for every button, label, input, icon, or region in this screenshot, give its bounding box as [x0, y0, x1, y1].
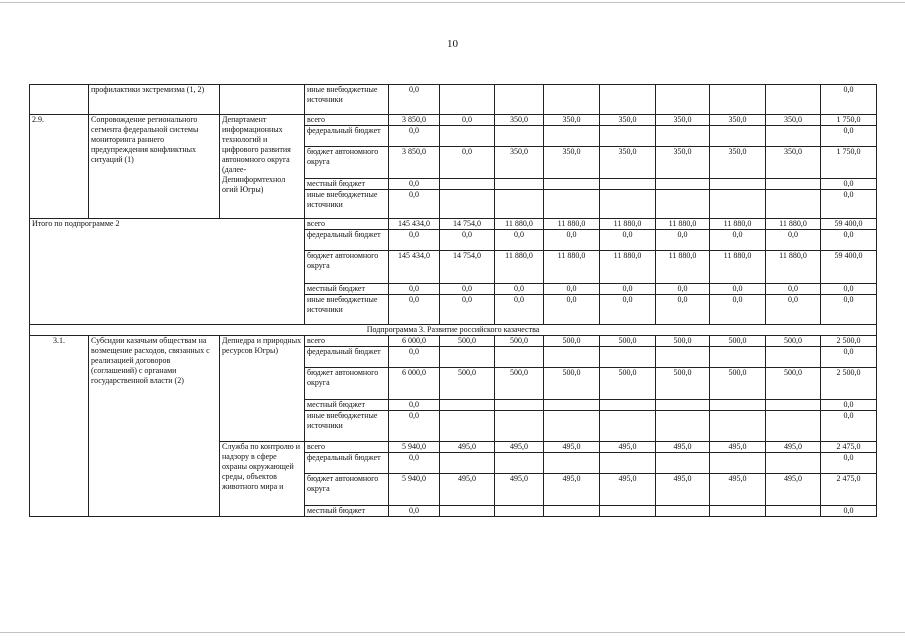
table-cell: федеральный бюджет: [305, 126, 389, 147]
table-cell: 495,0: [440, 442, 495, 453]
table-cell: 0,0: [389, 85, 440, 115]
table-cell: 0,0: [821, 453, 877, 474]
table-cell: 0,0: [766, 284, 821, 295]
table-cell: [766, 126, 821, 147]
table-cell: Департамент информационных технологий и цифрового развития автономного округа (далее-Депинформтехнол огий Югры): [220, 115, 305, 219]
table-cell: 11 880,0: [600, 251, 656, 284]
table-cell: [600, 190, 656, 219]
table-cell: 11 880,0: [656, 219, 710, 230]
table-cell: [495, 453, 544, 474]
table-cell: [766, 400, 821, 411]
table-cell: 495,0: [710, 474, 766, 506]
table-cell: 0,0: [440, 230, 495, 251]
table-cell: 500,0: [600, 336, 656, 347]
table-cell: 59 400,0: [821, 251, 877, 284]
table-cell: федеральный бюджет: [305, 230, 389, 251]
table-cell: 14 754,0: [440, 251, 495, 284]
table-cell: [710, 126, 766, 147]
table-cell: [766, 453, 821, 474]
table-cell: [544, 411, 600, 442]
table-cell: 0,0: [766, 295, 821, 325]
table-cell: Итого по подпрограмме 2: [30, 219, 305, 325]
table-cell: бюджет автономного округа: [305, 251, 389, 284]
table-cell: [440, 179, 495, 190]
table-cell: 0,0: [389, 400, 440, 411]
table-cell: 0,0: [821, 126, 877, 147]
table-cell: [544, 400, 600, 411]
table-cell: всего: [305, 442, 389, 453]
table-cell: [495, 179, 544, 190]
table-cell: 500,0: [710, 336, 766, 347]
table-cell: 0,0: [389, 126, 440, 147]
table-cell: [656, 411, 710, 442]
table-cell: 0,0: [440, 147, 495, 179]
table-cell: всего: [305, 219, 389, 230]
table-cell: 495,0: [544, 442, 600, 453]
table-cell: 500,0: [440, 336, 495, 347]
table-cell: 0,0: [495, 284, 544, 295]
table-cell: местный бюджет: [305, 284, 389, 295]
table-cell: 500,0: [766, 336, 821, 347]
table-cell: 0,0: [389, 411, 440, 442]
table-cell: [544, 179, 600, 190]
table-cell: 0,0: [440, 295, 495, 325]
table-cell: 0,0: [389, 179, 440, 190]
table-cell: [656, 400, 710, 411]
table-cell: 11 880,0: [766, 251, 821, 284]
table-cell: иные внебюджетные источники: [305, 85, 389, 115]
table-cell: 0,0: [656, 295, 710, 325]
table-row: [30, 336, 877, 347]
table-cell: 6 000,0: [389, 368, 440, 400]
table-cell: 5 940,0: [389, 474, 440, 506]
table-cell: 495,0: [600, 474, 656, 506]
table-cell: 350,0: [544, 147, 600, 179]
table-cell: [600, 400, 656, 411]
table-cell: 0,0: [389, 284, 440, 295]
table-cell: 350,0: [600, 147, 656, 179]
table-cell: [495, 400, 544, 411]
table-cell: 0,0: [710, 295, 766, 325]
table-cell: 0,0: [656, 284, 710, 295]
table-cell: [710, 411, 766, 442]
table-cell: 500,0: [600, 368, 656, 400]
table-cell: 2 500,0: [821, 368, 877, 400]
table-cell: [440, 190, 495, 219]
table-cell: 350,0: [544, 115, 600, 126]
table-cell: [656, 85, 710, 115]
table-cell: 350,0: [600, 115, 656, 126]
table-cell: всего: [305, 336, 389, 347]
table-cell: 0,0: [544, 295, 600, 325]
table-cell: 11 880,0: [656, 251, 710, 284]
table-cell: 0,0: [821, 85, 877, 115]
table-cell: [656, 453, 710, 474]
table-cell: [766, 347, 821, 368]
table-cell: 350,0: [656, 147, 710, 179]
scan-border-top: [0, 2, 905, 3]
table-cell: 500,0: [495, 368, 544, 400]
table-cell: 0,0: [389, 506, 440, 517]
table-cell: 495,0: [656, 474, 710, 506]
table-cell: профилактики экстремизма (1, 2): [89, 85, 220, 115]
table-cell: 495,0: [656, 442, 710, 453]
table-cell: федеральный бюджет: [305, 347, 389, 368]
table-cell: [544, 126, 600, 147]
table-cell: 495,0: [710, 442, 766, 453]
table-cell: бюджет автономного округа: [305, 147, 389, 179]
table-cell: 2.9.: [30, 115, 89, 219]
table-cell: 2 475,0: [821, 442, 877, 453]
table-cell: Депнедра и природных ресурсов Югры): [220, 336, 305, 442]
table-cell: 0,0: [821, 411, 877, 442]
table-cell: [544, 506, 600, 517]
table-cell: [656, 179, 710, 190]
table-cell: 14 754,0: [440, 219, 495, 230]
table-cell: 145 434,0: [389, 251, 440, 284]
table-cell: 0,0: [600, 295, 656, 325]
table-cell: [656, 347, 710, 368]
table-cell: [495, 85, 544, 115]
table-cell: [766, 179, 821, 190]
table-cell: [544, 85, 600, 115]
table-cell: [710, 179, 766, 190]
table-cell: 2 500,0: [821, 336, 877, 347]
table-cell: 495,0: [544, 474, 600, 506]
table-cell: 0,0: [821, 190, 877, 219]
page-number: 10: [447, 38, 458, 50]
table-cell: 0,0: [544, 284, 600, 295]
table-cell: [766, 85, 821, 115]
table-cell: 500,0: [656, 368, 710, 400]
table-cell: 3 850,0: [389, 147, 440, 179]
table-cell: 11 880,0: [495, 251, 544, 284]
table-cell: 0,0: [389, 190, 440, 219]
table-cell: [440, 347, 495, 368]
table-cell: [710, 190, 766, 219]
table-cell: 1 750,0: [821, 115, 877, 126]
table-cell: 0,0: [710, 284, 766, 295]
table-cell: [30, 85, 89, 115]
table-cell: [766, 411, 821, 442]
table-cell: 3.1.: [30, 336, 89, 517]
table-cell: 0,0: [440, 284, 495, 295]
table-cell: [710, 347, 766, 368]
table-cell: 350,0: [710, 147, 766, 179]
table-cell: бюджет автономного округа: [305, 368, 389, 400]
table-cell: [600, 411, 656, 442]
table-cell: 0,0: [495, 230, 544, 251]
scan-border-bottom: [0, 632, 905, 633]
table-cell: 500,0: [440, 368, 495, 400]
table-cell: 500,0: [544, 368, 600, 400]
table-cell: 350,0: [710, 115, 766, 126]
table-cell: [600, 179, 656, 190]
table-cell: [440, 453, 495, 474]
table-cell: [600, 506, 656, 517]
table-cell: Субсидии казачьим обществам на возмещение расходов, связанных с реализацией договоров (соглашений) с органами государственной власти (2): [89, 336, 220, 517]
table-cell: Сопровождение регионального сегмента федеральной системы мониторинга раннего предупреждения конфликтных ситуаций (1): [89, 115, 220, 219]
table-cell: 0,0: [389, 347, 440, 368]
table-cell: местный бюджет: [305, 400, 389, 411]
table-cell: [440, 411, 495, 442]
table-cell: [710, 400, 766, 411]
table-cell: 1 750,0: [821, 147, 877, 179]
table-cell: 350,0: [766, 147, 821, 179]
table-cell: 350,0: [766, 115, 821, 126]
table-cell: 495,0: [495, 442, 544, 453]
table-cell: 350,0: [495, 115, 544, 126]
table-row: [30, 85, 877, 115]
table-cell: [220, 85, 305, 115]
table-cell: [440, 85, 495, 115]
table-cell: 0,0: [821, 284, 877, 295]
table-cell: 6 000,0: [389, 336, 440, 347]
table-cell: [766, 506, 821, 517]
table-cell: 145 434,0: [389, 219, 440, 230]
table-cell: 5 940,0: [389, 442, 440, 453]
table-cell: [440, 506, 495, 517]
table-cell: 495,0: [495, 474, 544, 506]
table-cell: местный бюджет: [305, 179, 389, 190]
table-cell: [600, 347, 656, 368]
table-cell: 0,0: [495, 295, 544, 325]
table-cell: [495, 411, 544, 442]
table-cell: [600, 85, 656, 115]
table-cell: 0,0: [600, 230, 656, 251]
table-cell: 495,0: [766, 442, 821, 453]
table-cell: [544, 347, 600, 368]
table-cell: 0,0: [440, 115, 495, 126]
table-cell: 500,0: [710, 368, 766, 400]
budget-table: [29, 84, 877, 517]
table-cell: 500,0: [656, 336, 710, 347]
table-cell: 11 880,0: [710, 219, 766, 230]
table-cell: 0,0: [389, 230, 440, 251]
table-cell: 11 880,0: [544, 219, 600, 230]
table-cell: 0,0: [656, 230, 710, 251]
table-cell: 500,0: [544, 336, 600, 347]
table-cell: 500,0: [766, 368, 821, 400]
table-cell: [495, 347, 544, 368]
table-cell: [710, 506, 766, 517]
table-cell: всего: [305, 115, 389, 126]
table-cell: 3 850,0: [389, 115, 440, 126]
table-cell: 495,0: [440, 474, 495, 506]
table-cell: 495,0: [766, 474, 821, 506]
table-cell: иные внебюджетные источники: [305, 295, 389, 325]
table-cell: [544, 453, 600, 474]
table-cell: [656, 126, 710, 147]
table-cell: 11 880,0: [766, 219, 821, 230]
table-cell: Подпрограмма 3. Развитие российского казачества: [30, 325, 877, 336]
table-cell: [766, 190, 821, 219]
table-cell: [600, 453, 656, 474]
table-cell: 0,0: [821, 295, 877, 325]
table-cell: Служба по контролю и надзору в сфере охраны окружающей среды, объектов животного мира и: [220, 442, 305, 517]
table-cell: 11 880,0: [495, 219, 544, 230]
table-cell: 0,0: [821, 400, 877, 411]
table-cell: [656, 190, 710, 219]
table-cell: 11 880,0: [544, 251, 600, 284]
table-cell: местный бюджет: [305, 506, 389, 517]
table-cell: 350,0: [656, 115, 710, 126]
table-cell: 0,0: [821, 506, 877, 517]
table-cell: [495, 126, 544, 147]
table-cell: 495,0: [600, 442, 656, 453]
table-cell: 500,0: [495, 336, 544, 347]
table-cell: 0,0: [389, 295, 440, 325]
table-cell: 350,0: [495, 147, 544, 179]
table-cell: 59 400,0: [821, 219, 877, 230]
table-row: [30, 219, 877, 230]
table-cell: 2 475,0: [821, 474, 877, 506]
table-cell: 0,0: [710, 230, 766, 251]
table-cell: иные внебюджетные источники: [305, 411, 389, 442]
table-cell: 0,0: [600, 284, 656, 295]
table-cell: [495, 506, 544, 517]
table-cell: 11 880,0: [710, 251, 766, 284]
table-cell: 0,0: [821, 230, 877, 251]
table-cell: 0,0: [389, 453, 440, 474]
table-cell: [544, 190, 600, 219]
table-cell: федеральный бюджет: [305, 453, 389, 474]
table-cell: [710, 85, 766, 115]
table-cell: [656, 506, 710, 517]
table-cell: 0,0: [544, 230, 600, 251]
table-cell: 0,0: [766, 230, 821, 251]
table-cell: бюджет автономного округа: [305, 474, 389, 506]
table-cell: 0,0: [821, 179, 877, 190]
table-row: [30, 115, 877, 126]
table-cell: [710, 453, 766, 474]
table-cell: 0,0: [821, 347, 877, 368]
table-cell: иные внебюджетные источники: [305, 190, 389, 219]
table-cell: [440, 400, 495, 411]
table-cell: 11 880,0: [600, 219, 656, 230]
table-cell: [600, 126, 656, 147]
table-row: [30, 325, 877, 336]
table-cell: [440, 126, 495, 147]
table-cell: [495, 190, 544, 219]
